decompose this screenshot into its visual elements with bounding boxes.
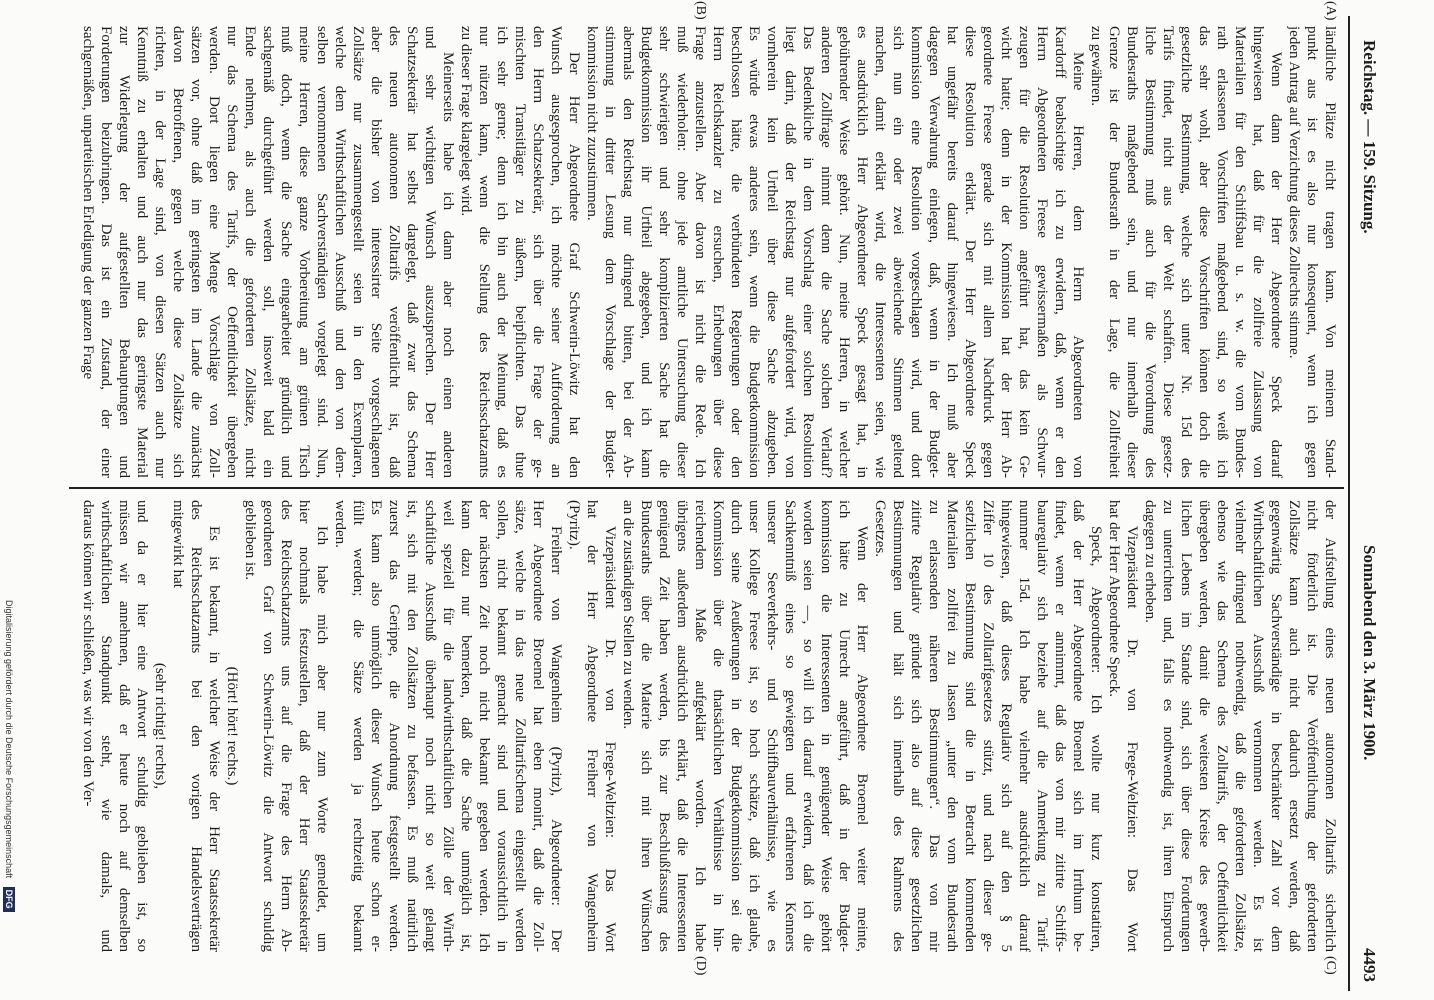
text-line: rath erlassenen Vorschriften maßgebend sind, so weiß ich: [1214, 26, 1230, 478]
text-line: Ende nehmen, als auch die geforderten Zollsätze, nicht: [242, 26, 258, 478]
text-line: gesetzliche Bestimmung, welche sich unter Nr. 15d des: [1178, 26, 1194, 478]
page-number: 4493: [1360, 948, 1379, 982]
text-line: zur Widerlegung der aufgestellten Behauptungen und: [116, 26, 132, 478]
text-line: hat ungefähr bereits darauf hingewiesen. Ich muß aber: [944, 26, 960, 478]
text-line: und sehr wichtigen Wunsch auszusprechen. Der Herr: [422, 26, 438, 478]
text-line: Kardorff beabsichtige ich zu erwidern, daß, wenn er den: [1052, 26, 1068, 478]
text-line: Ich habe mich aber nur zum Worte gemeldet, um: [314, 526, 330, 952]
text-line: des neuen autonomen Zolltarifs veröffentlicht ist, daß: [386, 26, 402, 478]
text-line: Herrn Abgeordneten Freese gewissermaßen als Schwur-: [1034, 26, 1050, 478]
text-line: (sehr richtig! rechts),: [152, 662, 168, 790]
paragraph: [1141, 500, 1339, 952]
text-line: wicht hatte; denn in der Kommission hat der Herr Ab-: [998, 26, 1014, 478]
text-line: bauregulativ sich beziehe auf die Anmerkung zu Tarif-: [1034, 500, 1050, 952]
text-line: der nächsten Zeit noch nicht bekannt gegeben werden. Ich: [476, 500, 492, 952]
text-line: sätzen vor, ohne daß im geringsten im Lande die zunächst: [188, 26, 204, 478]
text-line: ebenso wie das Schema des Zolltarifs, der Oeffentlichkeit: [1214, 500, 1230, 952]
text-line: kann dazu nur bemerken, daß die Sache unmöglich ist,: [458, 500, 474, 952]
paragraph: [457, 26, 583, 478]
text-line: den Herrn Schatzsekretär, sich über die Frage der ge-: [530, 26, 546, 478]
text-line: sachgemäß durchgeführt werden soll, insoweit bald ein: [260, 26, 276, 478]
text-line: hingewiesen, daß dieses Regulativ sich auf den § 5: [998, 500, 1014, 952]
text-line: mitgewirkt hat: [170, 500, 186, 588]
text-line: Speck, Abgeordneter: Ich wollte nur kurz konstatiren,: [1088, 526, 1104, 952]
text-line: Materialien zollfrei zu lassen „unter den vom Bundesrath: [944, 500, 960, 952]
text-line: muß doch, wenn die Sache eingearbeitet gründlich und: [278, 26, 294, 478]
text-line: Bundesraths maßgebend sein, und nur innerhalb dieser: [1124, 26, 1140, 478]
text-line: jeden Antrag auf Verzichtung dieses Zollrechts stimme.: [1286, 26, 1302, 359]
paragraph: [871, 500, 1105, 952]
text-line: Materialien für den Schiffsbau u. s. w. die vom Bundes-: [1232, 26, 1248, 478]
text-line: werden.: [332, 500, 348, 548]
text-line: Meine Herren, dem Herrn Abgeordneten von: [1070, 52, 1086, 478]
margin-marker-b: (B): [693, 1, 708, 20]
text-line: meine Herren, diese ganze Vorbereitung am grünen Tisch: [296, 26, 312, 478]
text-line: übergeben werden, damit die weitesten Kreise des gewerb-: [1196, 500, 1212, 952]
text-line: beschlossen hätte, die verbündeten Regierungen oder den: [728, 26, 744, 478]
paragraph: [169, 500, 223, 952]
text-line: Zollsätze kann auch nicht dadurch ersetzt werden, daß: [1286, 500, 1302, 952]
text-line: Budgetkommission ihr Urtheil abgegeben, und ich kann: [638, 26, 654, 478]
text-line: sollen, nicht bekannt gemacht sind und voraussichtlich in: [494, 500, 510, 952]
text-line: Es ist bekannt, in welcher Weise der Herr Staatssekretär: [206, 526, 222, 952]
text-line: kommission nicht zuzustimmen.: [584, 26, 600, 221]
text-line: hingewiesen hat, daß für die zollfreie Zulassung von: [1250, 26, 1266, 478]
text-line: geblieben ist.: [242, 500, 258, 580]
text-line: nicht förderlich ist. Die Veröffentlichung der geforderten: [1304, 500, 1320, 952]
text-line: sehr schwierigen und sehr komplizierten Sache hat die: [656, 26, 672, 478]
left-column: [79, 1, 1339, 478]
margin-marker-d: (D): [693, 956, 708, 976]
text-line: (Pyritz).: [566, 500, 582, 550]
text-line: nur das Schema des Tarifs, der Oeffentlichkeit übergeben: [224, 26, 240, 478]
text-line: ich hätte zu Unrecht angeführt, daß in der Budget-: [836, 500, 852, 952]
text-line: punkt aus ist es also nur konsequent, wenn ich gegen: [1304, 26, 1320, 478]
text-line: ist, sich mit den Zollsätzen zu befassen. Es muß natürlich: [404, 500, 420, 952]
text-line: Kenntniß zu erhalten und auch nur das geringste Material: [134, 26, 150, 478]
text-line: übrigens außerdem ausdrücklich erklärt, daß die Interessenten: [674, 500, 690, 952]
text-line: aber die bisher von interessirter Seite vorgeschlagenen: [368, 26, 384, 478]
text-line: hat der Herr Abgeordnete Speck.: [1106, 500, 1122, 698]
text-line: Herr Abgeordnete Broemel hat eben monirt, daß die Zoll-: [530, 500, 546, 952]
text-line: liche Bestimmung muß auch für die Verordnung des: [1142, 26, 1158, 478]
interjection: [151, 500, 169, 952]
text-line: zu erlassenden näheren Bestimmungen“. Das von mir: [926, 500, 942, 952]
paragraph: [1105, 500, 1141, 952]
text-line: Bestimmungen und hält sich innerhalb des Rahmens des: [890, 500, 906, 952]
text-line: mischten Transitläger zu äußern, beipflichten. Das thue: [512, 26, 528, 478]
text-line: Wenn der Herr Abgeordnete Broemel weiter meinte,: [854, 526, 870, 952]
text-line: vornherein kein Urtheil über diese Sache abzugeben.: [764, 26, 780, 478]
interjection: [223, 500, 241, 952]
text-line: Frage anzustellen. Aber davon ist nicht die Rede. Ich: [692, 26, 708, 478]
text-line: unser Kollege Freese ist, so hoch schätze, daß ich glaube,: [746, 500, 762, 952]
text-line: worden seien —, so will ich darauf erwidern, daß ich die: [800, 500, 816, 952]
paragraph: [79, 500, 151, 952]
paragraph: [619, 500, 871, 952]
text-line: hier nochmals festzustellen, daß der Herr Staatssekretär: [296, 500, 312, 952]
text-line: geordnete Freese gerade sich mit allem Nachdruck gegen: [980, 26, 996, 478]
text-line: reichendem Maße aufgeklärt worden. Ich habe: [692, 500, 708, 952]
text-line: schaftliche Ausschuß überhaupt noch nicht so weit gelangt: [422, 500, 438, 952]
text-line: ich sehr gerne; denn ich bin auch der Meinung, daß es: [494, 26, 510, 478]
text-line: nummer 15d. Ich habe vielmehr ausdrücklich darauf: [1016, 500, 1032, 952]
text-line: (Hört! hört! rechts.): [224, 666, 240, 786]
text-line: Wirthschaftlichen Ausschuß vernommen werden. Es ist: [1250, 500, 1266, 952]
paragraph: [241, 500, 331, 952]
text-line: daraus können wir schließen, was wir von den Ver-: [80, 500, 96, 807]
paragraph: [1087, 26, 1285, 478]
text-line: Das Bedenkliche in dem Vorschlag einer solchen Resolution: [800, 26, 816, 478]
text-line: diese Resolution erklärt. Der Herr Abgeordnete Speck: [962, 26, 978, 478]
text-line: des Reichsschatzamts bei den vorigen Handelsverträgen: [188, 500, 204, 952]
text-line: davon Betroffenen, gegen welche diese Zollsätze sich: [170, 26, 186, 478]
digitization-credit-text: Digitalisierung gefördert durch die Deutsche Forschungsgemeinschaft: [4, 600, 14, 879]
text-line: Es kann also unmöglich dieser Wunsch heute schon er-: [368, 500, 384, 952]
text-line: sich nun ein oder zwei abweichende Stimmen geltend: [890, 26, 906, 478]
text-line: unserer Seeverkehrs- und Schiffbauverhältnisse, wie es: [764, 500, 780, 952]
text-line: an die zuständigen Stellen zu wenden.: [620, 500, 636, 730]
text-line: kommission eine Resolution vorgeschlagen wird, und dort: [908, 26, 924, 478]
text-line: machen, damit erklärt wird, die Interessenten seien, wie: [872, 26, 888, 478]
text-line: Es würde etwas anderes sein, wenn die Budgetkommission: [746, 26, 762, 478]
text-line: vielmehr dringend nothwendig, daß die geforderten Zollsätze,: [1232, 500, 1248, 952]
text-line: liegt darin, daß der Reichstag nur aufgefordert wird, von: [782, 26, 798, 478]
digitization-credit: [2, 600, 15, 992]
dfg-logo: DFG: [3, 887, 15, 912]
text-line: wirthschaftlichen Standpunkt steht, wie damals, und: [98, 500, 114, 952]
text-line: gebührender Weise gehört. Nun, meine Herren, in welcher: [836, 26, 852, 478]
paragraph: [331, 500, 565, 952]
text-line: welche dem Wirthschaftlichen Ausschuß und den von dem-: [332, 26, 348, 478]
paragraph: [79, 26, 457, 478]
text-line: füllt werden; die Sätze werden ja rechtzeitig bekannt: [350, 500, 366, 952]
text-line: Wenn dann der Herr Abgeordnete Speck darauf: [1268, 52, 1284, 478]
text-line: dagegen zu erheben.: [1142, 500, 1158, 623]
text-line: Kommission über die thatsächlichen Verhältnisse in hin-: [710, 500, 726, 952]
text-line: zuerst das Gerippe, die Anordnung festgestellt werden.: [386, 500, 402, 952]
text-line: Wunsch ausgesprochen, ich möchte seiner Aufforderung an: [548, 26, 564, 478]
text-line: Zollsätze nur zusammengestellt seien in den Exemplaren,: [350, 26, 366, 478]
text-line: zu dieser Frage klargelegt wird.: [458, 26, 474, 217]
text-line: es ausdrücklich Herr Abgeordneter Speck gesagt hat, in: [854, 26, 870, 478]
text-line: werden. Dort liegen eine Menge Vorschläge von Zoll-: [206, 26, 222, 478]
text-line: sätze, welche in das neue Zolltarifschema eingestellt werden: [512, 500, 528, 952]
text-line: zitirte Regulativ gründet sich also auf diese gesetzlichen: [908, 500, 924, 952]
text-line: zeugen für die Resolution angeführt hat, das kein Ge-: [1016, 26, 1032, 478]
text-line: geordneten Graf von Schwerin-Löwitz die Antwort schuldig: [260, 500, 276, 952]
paragraph: [1285, 26, 1339, 478]
text-line: anderen Zollfrage nimmt denn die Sache solchen Verlauf?: [818, 26, 834, 478]
text-line: muß wiederholen: ohne jede amtliche Untersuchung dieser: [674, 26, 690, 478]
text-line: abermals den Reichstag nur dringend bitten, bei der Ab-: [620, 26, 636, 478]
paragraph: [583, 26, 1087, 478]
text-line: selben vernommenen Sachverständigen vorgelegt sind. Nun,: [314, 26, 330, 478]
text-line: Tarifs findet, nicht aus der Welt schaffen. Diese gesetz-: [1160, 26, 1176, 478]
text-line: Der Herr Abgeordnete Graf Schwerin-Löwitz hat den: [566, 52, 582, 478]
text-line: ländliche Plätze nicht tragen kann. Von meinem Stand-: [1322, 26, 1338, 478]
text-line: Herrn Reichskanzler zu ersuchen, Erhebungen über diese: [710, 26, 726, 478]
text-line: des Reichsschatzamts uns auf die Frage des Herrn Ab-: [278, 500, 294, 952]
text-line: dagegen Verwahrung einlegen, daß, wenn in der Budget-: [926, 26, 942, 478]
text-line: kommission die Interessenten in genügender Weise gehört: [818, 500, 834, 952]
text-line: findet, wenn er annimmt, daß das von mir zitirte Schiffs-: [1052, 500, 1068, 952]
text-line: das sehr wohl, aber diese Vorschriften können doch die: [1196, 26, 1212, 478]
text-line: weil speziell für die landwirthschaftlichen Zölle der Wirth-: [440, 500, 456, 952]
text-line: richten, in der Lage sind, von diesen Sätzen auch nur: [152, 26, 168, 478]
text-line: sachgemäßen, unparteiischen Erledigung der ganzen Frage: [80, 26, 96, 380]
text-line: Grenze ist der Bundesrath in der Lage, die Zollfreiheit: [1106, 26, 1122, 478]
text-line: Sachkenntniß eines so gewiegten und erfahrenen Kenners: [782, 500, 798, 952]
text-line: genügend Zeit haben werden, bis zur Beschlußfassung des: [656, 500, 672, 952]
text-line: Vizepräsident Dr. von Frege-Weltzien: Das Wort: [1124, 526, 1140, 952]
text-line: daß der Herr Abgeordnete Broemel sich im Irrthum be-: [1070, 500, 1086, 952]
text-line: Gesetzes.: [872, 500, 888, 558]
running-head: [1356, 0, 1382, 1000]
text-line: müssen wir annehmen, daß er heute noch auf demselben: [116, 500, 132, 952]
running-head-date: Sonnabend den 3. März 1900.: [1360, 545, 1379, 761]
text-line: zu gewähren.: [1088, 26, 1104, 106]
text-line: Bundesraths über die Materie sich mit ihren Wünschen: [638, 500, 654, 952]
text-line: Vizepräsident Dr. von Frege-Weltzien: Das Wort: [602, 526, 618, 952]
text-line: Freiherr von Wangenheim (Pyritz), Abgeordneter: Der: [548, 526, 564, 952]
header-rule: [1348, 16, 1350, 991]
right-column: [79, 500, 1339, 976]
text-line: nur nützen kann, wenn die Stellung des Reichsschatzamts: [476, 26, 492, 478]
text-line: stimmung in dritter Lesung dem Vorschlage der Budget-: [602, 26, 618, 478]
text-line: Schatzsekretär hat selbst dargelegt, daß zwar das Schema: [404, 26, 420, 478]
margin-marker-a: (A): [1323, 1, 1338, 21]
text-line: durch seine Aeußerungen in der Budgetkommission sei die: [728, 500, 744, 952]
text-line: Ziffer 10 des Zolltarifgesetzes stützt, und nach dieser ge-: [980, 500, 996, 952]
text-line: hat der Herr Abgeordnete Freiherr von Wangenheim: [584, 500, 600, 952]
text-line: gegenwärtig Sachverständige in beschränkter Zahl vor dem: [1268, 500, 1284, 952]
text-line: und da er hier eine Antwort schuldig geblieben ist, so: [134, 500, 150, 952]
column-rule: [69, 487, 1344, 489]
text-line: setzlichen Bestimmung sind die in Betracht kommenden: [962, 500, 978, 952]
text-line: Meinerseits habe ich dann aber noch einen anderen: [440, 52, 456, 478]
running-head-title: Reichstag. — 159. Sitzung.: [1360, 40, 1379, 234]
text-line: Forderungen beizubringen. Das ist ein Zustand, der einer: [98, 26, 114, 478]
margin-marker-c: (C): [1323, 956, 1338, 975]
text-line: lichen Lebens im Stande sind, sich über diese Forderungen: [1178, 500, 1194, 952]
text-line: zu unterrichten und, falls es nothwendig ist, ihren Einspruch: [1160, 500, 1176, 952]
paragraph: [565, 500, 619, 952]
text-line: der Aufstellung eines neuen autonomen Zolltarifs sicherlich: [1322, 500, 1338, 952]
